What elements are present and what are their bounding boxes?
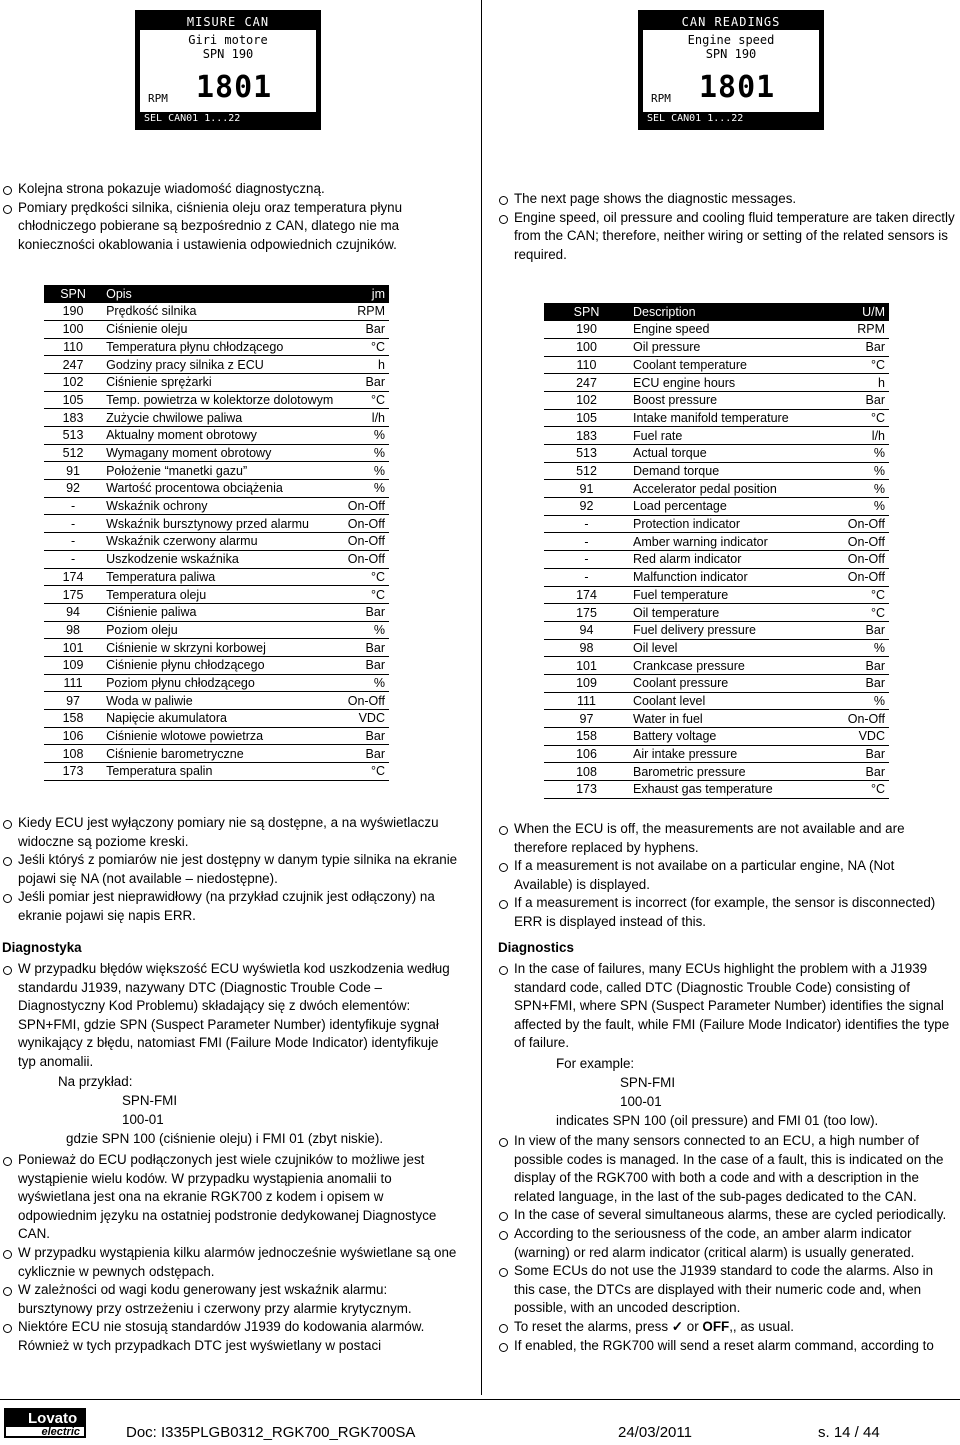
cell-spn: - [544,533,629,551]
cell-unit: % [337,621,389,639]
cell-spn: 183 [44,409,102,427]
cell-desc: Fuel delivery pressure [629,621,831,639]
cell-desc: Ciśnienie paliwa [102,603,337,621]
cell-desc: Engine speed [629,321,831,339]
cell-unit: % [337,444,389,462]
cell-spn: 513 [44,427,102,445]
cell-spn: 98 [44,621,102,639]
cell-desc: Barometric pressure [629,763,831,781]
cell-spn: 102 [44,373,102,391]
cell-desc: Coolant temperature [629,356,831,374]
cell-unit: °C [831,604,889,622]
lovato-logo [4,1408,86,1438]
cell-desc: Ciśnienie barometryczne [102,745,337,763]
example-code-1: SPN-FMI [620,1075,676,1090]
cell-desc: Aktualny moment obrotowy [102,427,337,445]
table-row [544,692,889,710]
list-item: Niektóre ECU nie stosują standardów J1939 do kodowania alarmów. Również w tych przypadkach DTC jest wyświetlany w postaci [18,1318,458,1355]
table-row [544,533,889,551]
cell-unit: On-Off [831,568,889,586]
table-row [44,480,389,498]
cell-spn: 173 [44,763,102,781]
cell-spn: 512 [544,462,629,480]
table-row [44,303,389,321]
cell-spn: 101 [44,639,102,657]
table-row [544,781,889,799]
cell-spn: 513 [544,445,629,463]
cell-unit: °C [337,586,389,604]
table-row [544,639,889,657]
cell-spn: - [44,497,102,515]
cell-unit: RPM [337,303,389,321]
cell-unit: l/h [831,427,889,445]
cell-unit: On-Off [831,551,889,569]
table-row [44,373,389,391]
cell-desc: Malfunction indicator [629,568,831,586]
english-column [480,0,960,1445]
cell-desc: ECU engine hours [629,374,831,392]
cell-unit: Bar [831,338,889,356]
lcd-value: 1801 [699,70,776,105]
cell-desc: Water in fuel [629,710,831,728]
diag-more-list [18,1151,458,1356]
cell-unit: On-Off [337,692,389,710]
cell-spn: 100 [44,320,102,338]
table-row [544,462,889,480]
cell-desc: Load percentage [629,498,831,516]
diag-list [514,960,954,1053]
cell-spn: 247 [544,374,629,392]
cell-unit: % [337,462,389,480]
cell-unit: Bar [337,373,389,391]
table-row [544,674,889,692]
cell-unit: Bar [337,745,389,763]
cell-unit: On-Off [337,533,389,551]
cell-unit: Bar [831,621,889,639]
cell-unit: °C [337,338,389,356]
cell-unit: °C [831,586,889,604]
cell-spn: 91 [544,480,629,498]
list-item: If enabled, the RGK700 will send a reset alarm command, according to [514,1337,954,1356]
cell-spn: 105 [544,409,629,427]
lcd-footer: SEL CAN01 1...22 [643,112,819,126]
cell-spn: - [544,568,629,586]
cell-unit: Bar [337,320,389,338]
lcd-display-en [638,10,824,130]
cell-unit: Bar [831,391,889,409]
table-row [44,692,389,710]
cell-spn: 92 [44,480,102,498]
list-item: If a measurement is incorrect (for example, the sensor is disconnected) ERR is displayed instead of this. [514,894,944,931]
cell-spn: 174 [544,586,629,604]
list-item: Jeśli któryś z pomiarów nie jest dostępny w danym typie silnika na ekranie pojawi się NA (not available – niedostępne). [18,851,458,888]
cell-spn: 111 [44,674,102,692]
cell-unit: VDC [831,728,889,746]
cell-spn: 105 [44,391,102,409]
cell-desc: Intake manifold temperature [629,409,831,427]
cell-unit: Bar [337,603,389,621]
lcd-header: CAN READINGS [643,14,819,30]
table-row [44,462,389,480]
table-row [544,728,889,746]
cell-unit: h [337,356,389,374]
table-row [544,586,889,604]
cell-unit: On-Off [337,497,389,515]
cell-desc: Oil level [629,639,831,657]
cell-desc: Actual torque [629,445,831,463]
cell-spn: 111 [544,692,629,710]
table-row [544,374,889,392]
doc-code: Doc: I335PLGB0312_RGK700_RGK700SA [126,1424,416,1441]
cell-unit: % [337,674,389,692]
cell-desc: Wartość procentowa obciążenia [102,480,337,498]
cell-spn: 247 [44,356,102,374]
table-row [44,674,389,692]
cell-spn: 94 [544,621,629,639]
cell-desc: Coolant level [629,692,831,710]
example-label: For example: [556,1056,635,1071]
cell-spn: 512 [44,444,102,462]
cell-spn: 106 [544,745,629,763]
table-row [44,338,389,356]
table-row [44,356,389,374]
cell-spn: 97 [544,710,629,728]
list-item: Some ECUs do not use the J1939 standard to code the alarms. Also in this case, the DTCs are displayed with their numeric code and, when possible, with an uncoded description. [514,1262,954,1318]
table-row [544,356,889,374]
reset-post: ,, as usual. [729,1318,794,1334]
table-row [44,727,389,745]
table-row [544,391,889,409]
table-row [44,586,389,604]
cell-unit: °C [337,763,389,781]
cell-spn: - [544,551,629,569]
check-icon: ✓ [671,1318,684,1334]
cell-desc: Air intake pressure [629,745,831,763]
col-header-desc: Opis [102,285,337,303]
table-row [544,763,889,781]
lcd-line2: SPN 190 [705,47,757,61]
list-item: W przypadku wystąpienia kilku alarmów jednocześnie wyświetlane są one cyklicznie w pewnych odstępach. [18,1244,458,1281]
cell-desc: Ciśnienie w skrzyni korbowej [102,639,337,657]
table-row [544,445,889,463]
cell-unit: Bar [831,763,889,781]
list-item: In the case of several simultaneous alarms, these are cycled periodically. [514,1206,954,1225]
table-row [544,657,889,675]
table-row [44,391,389,409]
cell-desc: Temperatura oleju [102,586,337,604]
cell-unit: Bar [831,674,889,692]
cell-desc: Battery voltage [629,728,831,746]
cell-desc: Poziom płynu chłodzącego [102,674,337,692]
cell-spn: 183 [544,427,629,445]
table-row [44,409,389,427]
table-row [544,551,889,569]
table-row [544,498,889,516]
example-desc: indicates SPN 100 (oil pressure) and FMI 01 (too low). [556,1113,879,1128]
lcd-footer: SEL CAN01 1...22 [140,112,316,126]
cell-unit: °C [337,391,389,409]
table-row [44,444,389,462]
cell-unit: Bar [831,657,889,675]
table-row [544,568,889,586]
spn-table-en [544,303,889,799]
col-header-desc: Description [629,303,831,321]
cell-desc: Exhaust gas temperature [629,781,831,799]
cell-unit: Bar [337,656,389,674]
cell-desc: Wskaźnik ochrony [102,497,337,515]
list-item: Kolejna strona pokazuje wiadomość diagnostyczną. [18,180,418,199]
cell-spn: 108 [44,745,102,763]
table-row [44,497,389,515]
cell-spn: 190 [44,303,102,321]
table-row [44,320,389,338]
cell-spn: 92 [544,498,629,516]
lcd-line1: Giri motore [188,33,268,47]
cell-spn: 174 [44,568,102,586]
cell-spn: 175 [44,586,102,604]
section-title: Diagnostics [498,940,574,955]
example-label: Na przykład: [58,1074,133,1089]
example-code-1: SPN-FMI [122,1093,178,1108]
notes-list [514,820,944,932]
list-item: Pomiary prędkości silnika, ciśnienia oleju oraz temperatura płynu chłodniczego pobierane są bezpośrednio z CAN, dlatego nie ma konieczności okablowania i ustawienia odpowiednich czujników. [18,199,418,255]
cell-unit: % [337,427,389,445]
cell-desc: Wymagany moment obrotowy [102,444,337,462]
table-row [44,427,389,445]
table-row [44,745,389,763]
table-row [44,568,389,586]
cell-unit: °C [831,781,889,799]
cell-desc: Fuel temperature [629,586,831,604]
table-row [44,603,389,621]
list-item [514,1318,954,1337]
cell-unit: % [831,462,889,480]
cell-spn: 108 [544,763,629,781]
cell-desc: Uszkodzenie wskaźnika [102,550,337,568]
lcd-header: MISURE CAN [140,14,316,30]
cell-desc: Boost pressure [629,391,831,409]
cell-desc: Woda w paliwie [102,692,337,710]
cell-spn: 106 [44,727,102,745]
table-row [44,656,389,674]
footer-rule [0,1399,960,1400]
cell-unit: °C [831,356,889,374]
cell-spn: 91 [44,462,102,480]
cell-unit: % [831,639,889,657]
cell-desc: Temperatura spalin [102,763,337,781]
list-item: W zależności od wagi kodu generowany jest wskaźnik alarmu: bursztynowy przy ostrzeżeniu i czerwony przy alarmie krytycznym. [18,1281,458,1318]
cell-spn: 158 [544,728,629,746]
cell-desc: Ciśnienie sprężarki [102,373,337,391]
list-item: When the ECU is off, the measurements are not available and are therefore replaced by hyphens. [514,820,944,857]
cell-unit: VDC [337,710,389,728]
table-row [544,427,889,445]
list-item: The next page shows the diagnostic messages. [514,190,960,209]
cell-unit: RPM [831,321,889,339]
cell-desc: Wskaźnik bursztynowy przed alarmu [102,515,337,533]
table-row [44,515,389,533]
reset-or: or [686,1318,699,1334]
cell-unit: On-Off [337,550,389,568]
cell-desc: Red alarm indicator [629,551,831,569]
cell-unit: On-Off [831,710,889,728]
reset-pre: To reset the alarms, press [514,1318,669,1334]
lcd-line1: Engine speed [687,33,775,47]
doc-date: 24/03/2011 [618,1424,692,1441]
table-row [544,480,889,498]
list-item: Engine speed, oil pressure and cooling fluid temperature are taken directly from the CAN; therefore, neither wiring or setting of the related sensors is required. [514,209,960,265]
cell-unit: % [831,445,889,463]
table-row [544,409,889,427]
cell-spn: 97 [44,692,102,710]
cell-desc: Wskaźnik czerwony alarmu [102,533,337,551]
cell-spn: 101 [544,657,629,675]
table-row [44,710,389,728]
list-item: Kiedy ECU jest wyłączony pomiary nie są dostępne, a na wyświetlaczu widoczne są poziome kreski. [18,814,458,851]
table-row [544,321,889,339]
cell-unit: On-Off [337,515,389,533]
table-row [544,710,889,728]
cell-spn: - [544,515,629,533]
cell-desc: Prędkość silnika [102,303,337,321]
cell-desc: Crankcase pressure [629,657,831,675]
cell-spn: 109 [544,674,629,692]
cell-spn: - [44,550,102,568]
cell-desc: Accelerator pedal position [629,480,831,498]
cell-unit: % [831,692,889,710]
cell-desc: Protection indicator [629,515,831,533]
cell-spn: 94 [44,603,102,621]
cell-desc: Temperatura płynu chłodzącego [102,338,337,356]
cell-unit: Bar [337,639,389,657]
page-number: s. 14 / 44 [818,1424,880,1441]
spn-table-pl [44,285,389,781]
logo-subtext: electric [41,1426,80,1438]
cell-spn: 190 [544,321,629,339]
cell-unit: On-Off [831,533,889,551]
cell-desc: Fuel rate [629,427,831,445]
list-item: In view of the many sensors connected to an ECU, a high number of possible codes is managed. In the case of a fault, this is indicated on the display of the RGK700 with both a code and with a description in the related language, in the last of the sub-pages dedicated to the CAN. [514,1132,954,1206]
cell-unit: % [337,480,389,498]
cell-unit: Bar [337,727,389,745]
cell-desc: Poziom oleju [102,621,337,639]
cell-desc: Położenie “manetki gazu” [102,462,337,480]
cell-desc: Oil pressure [629,338,831,356]
list-item: According to the seriousness of the code, an amber alarm indicator (warning) or red alarm indicator (critical alarm) is usually generated. [514,1225,954,1262]
col-header-spn: SPN [44,285,102,303]
col-header-spn: SPN [544,303,629,321]
section-title: Diagnostyka [2,940,82,955]
cell-spn: 110 [44,338,102,356]
table-row [44,621,389,639]
intro-list [514,190,960,264]
cell-desc: Napięcie akumulatora [102,710,337,728]
diag-list [18,960,458,1072]
cell-spn: 98 [544,639,629,657]
cell-spn: 173 [544,781,629,799]
col-header-unit: U/M [831,303,889,321]
table-row [44,533,389,551]
lcd-line2: SPN 190 [202,47,254,61]
cell-desc: Demand torque [629,462,831,480]
cell-spn: 100 [544,338,629,356]
list-item: Jeśli pomiar jest nieprawidłowy (na przykład czujnik jest odłączony) na ekranie pojawi się napis ERR. [18,888,458,925]
table-row [544,604,889,622]
table-row [44,639,389,657]
cell-spn: 158 [44,710,102,728]
cell-spn: 175 [544,604,629,622]
table-row [44,550,389,568]
cell-spn: - [44,533,102,551]
cell-spn: 110 [544,356,629,374]
cell-desc: Temp. powietrza w kolektorze dolotowym [102,391,337,409]
cell-desc: Zużycie chwilowe paliwa [102,409,337,427]
lcd-value: 1801 [196,70,273,105]
table-row [544,338,889,356]
cell-unit: °C [831,409,889,427]
cell-desc: Ciśnienie wlotowe powietrza [102,727,337,745]
cell-unit: h [831,374,889,392]
list-item: W przypadku błędów większość ECU wyświetla kod uszkodzenia według standardu J1939, nazywany DTC (Diagnostic Trouble Code – Diagnostyczny Kod Problemu) składający się z dwóch elementów: SPN+FMI, gdzie SPN (Suspect Parameter Number) identyfikuje sygnał wynikający z błędu, natomiast FMI (Failure Mode Indicator) identyfikuje typ anomalii. [18,960,458,1072]
cell-desc: Oil temperature [629,604,831,622]
cell-unit: °C [337,568,389,586]
list-item: Ponieważ do ECU podłączonych jest wiele czujników to możliwe jest wystąpienie wielu kodów. W przypadku wystąpienia anomalii to wyświetlana jest ona na ekranie RGK700 z kodem i opisem w odpowiednim języku na ostatniej podstronie dedykowanej Diagnostyce CAN. [18,1151,458,1244]
list-item: In the case of failures, many ECUs highlight the problem with a J1939 standard code, called DTC (Diagnostic Trouble Code) consisting of SPN+FMI, where SPN (Suspect Parameter Number) identifies the signal affected by the fault, while FMI (Failure Mode Indicator) identifies the type of failure. [514,960,954,1053]
cell-desc: Ciśnienie oleju [102,320,337,338]
example-code-2: 100-01 [122,1112,164,1127]
table-row [44,763,389,781]
col-header-unit: jm [337,285,389,303]
lcd-display-pl [135,10,321,130]
off-key: OFF [702,1318,730,1334]
cell-desc: Ciśnienie płynu chłodzącego [102,656,337,674]
cell-unit: Bar [831,745,889,763]
cell-unit: % [831,480,889,498]
cell-spn: 102 [544,391,629,409]
cell-unit: On-Off [831,515,889,533]
cell-desc: Godziny pracy silnika z ECU [102,356,337,374]
table-row [544,515,889,533]
cell-unit: l/h [337,409,389,427]
example-code-2: 100-01 [620,1094,662,1109]
cell-spn: 109 [44,656,102,674]
diag-more-list [514,1132,954,1355]
intro-list [18,180,418,254]
lcd-unit: RPM [148,92,168,105]
logo-text: Lovato [6,1410,84,1427]
cell-unit: % [831,498,889,516]
example-desc: gdzie SPN 100 (ciśnienie oleju) i FMI 01 (zbyt niskie). [66,1131,384,1146]
list-item: If a measurement is not availabe on a particular engine, NA (Not Available) is displayed. [514,857,944,894]
notes-list [18,814,458,926]
lcd-unit: RPM [651,92,671,105]
cell-desc: Amber warning indicator [629,533,831,551]
cell-spn: - [44,515,102,533]
cell-desc: Coolant pressure [629,674,831,692]
table-row [544,621,889,639]
table-row [544,745,889,763]
cell-desc: Temperatura paliwa [102,568,337,586]
